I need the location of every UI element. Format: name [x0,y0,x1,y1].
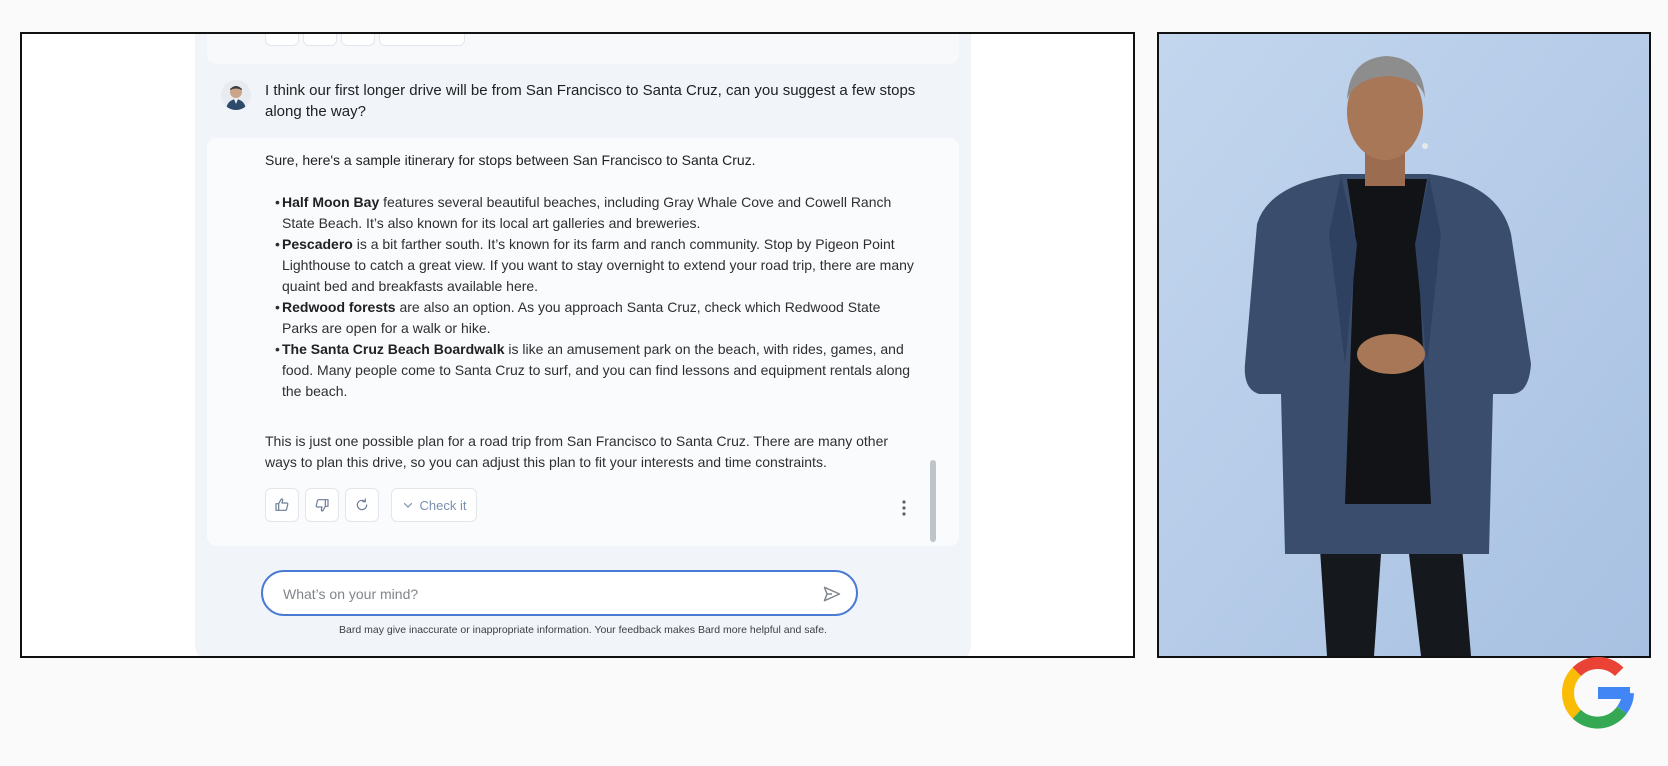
list-item [265,192,915,234]
user-prompt [195,76,971,132]
more-vert-icon [902,500,906,516]
chevron-down-icon [402,499,414,511]
prev-check-button[interactable] [379,32,465,46]
list-item [265,297,915,339]
scrollbar-thumb[interactable] [930,460,936,542]
itinerary-list [265,192,915,402]
list-item [265,234,915,297]
avatar [221,80,251,110]
bard-response [207,138,959,546]
presenter-video [1157,32,1651,658]
list-item [265,339,915,402]
send-icon [822,584,842,604]
prompt-input[interactable] [281,572,805,616]
prev-thumbs-down-button[interactable] [303,32,337,46]
thumbs-down-icon [314,497,330,513]
thumbs-down-button[interactable] [305,488,339,522]
presenter-image [1159,34,1649,656]
google-logo [1560,655,1636,731]
stop-description: is a bit farther south. It’s known for its farm and ranch community. Stop by Pigeon Point Lighthouse to catch a great view. If you want to stay overnight to extend your road trip, there are many quaint bed and breakfasts available here. [282,236,914,294]
bard-screen [20,32,1135,658]
check-it-button[interactable] [391,488,477,522]
response-closing: This is just one possible plan for a road trip from San Francisco to Santa Cruz. There are many other ways to plan this drive, so you can adjust this plan to fit your interests and time constraints. [265,433,889,470]
prompt-text: I think our first longer drive will be from San Francisco to Santa Cruz, can you suggest a few stops along the way? [265,82,916,120]
disclaimer-text: Bard may give inaccurate or inappropriate information. Your feedback makes Bard more helpful and safe. [339,624,827,636]
stop-description: are also an option. As you approach Santa Cruz, check which Redwood State Parks are open for a walk or hike. [282,299,881,336]
stop-name: Pescadero [282,236,353,252]
stop-description: is like an amusement park on the beach, with rides, games, and food. Many people come to Santa Cruz to surf, and you can find lessons and equipment rentals along the beach. [282,341,911,399]
previous-response-footer [207,34,959,64]
stop-name: Half Moon Bay [282,194,380,210]
chat-panel [195,34,971,658]
refresh-icon [354,497,370,513]
prev-regenerate-button[interactable] [341,32,375,46]
stop-name: Redwood forests [282,299,396,315]
more-options-button[interactable] [897,498,911,518]
stop-description: features several beautiful beaches, including Gray Whale Cove and Cowell Ranch State Beach. It’s also known for its local art galleries and breweries. [282,194,892,231]
thumbs-up-icon [274,497,290,513]
prev-thumbs-up-button[interactable] [265,32,299,46]
thumbs-up-button[interactable] [265,488,299,522]
prompt-input-box[interactable] [261,570,858,616]
send-button[interactable] [820,582,844,606]
regenerate-button[interactable] [345,488,379,522]
response-intro: Sure, here's a sample itinerary for stops between San Francisco to Santa Cruz. [265,152,756,168]
stop-name: The Santa Cruz Beach Boardwalk [282,341,505,357]
check-it-label: Check it [419,497,467,513]
